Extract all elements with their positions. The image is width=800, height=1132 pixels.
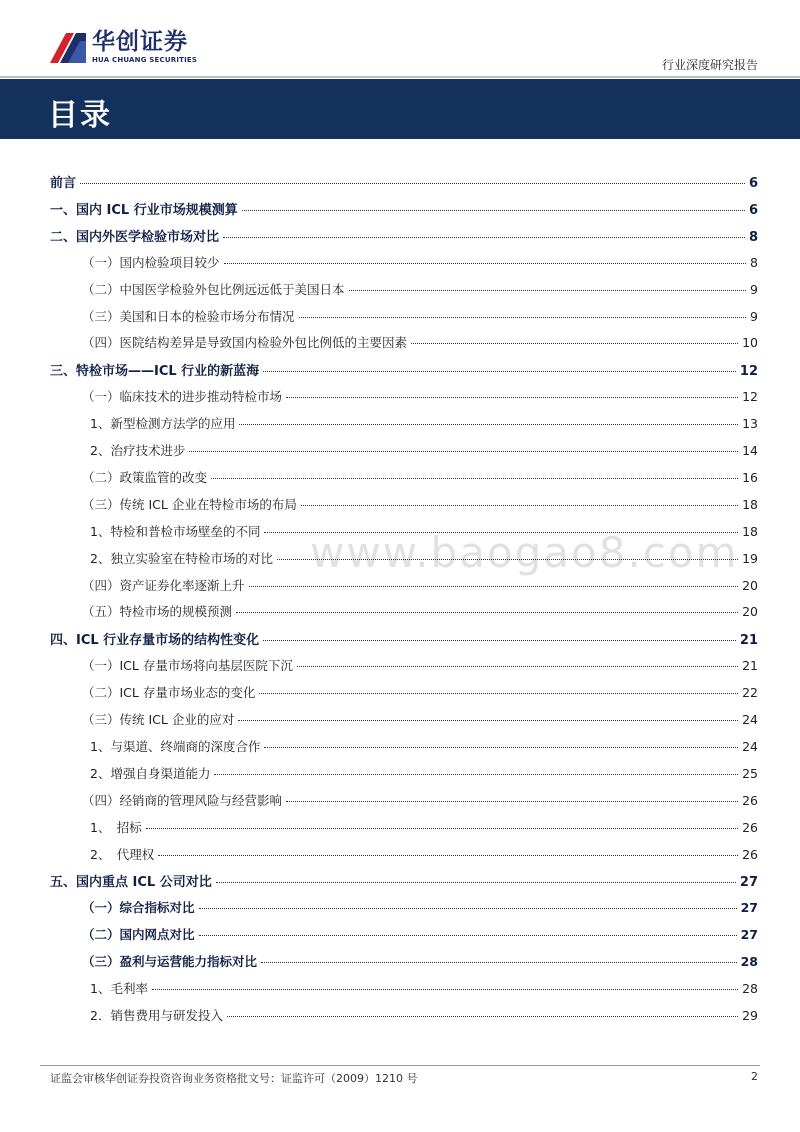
- toc-dot-leader: [297, 666, 738, 667]
- toc-dot-leader: [236, 612, 738, 613]
- logo-english-name: HUA CHUANG SECURITIES: [92, 56, 198, 64]
- toc-entry-page: 13: [742, 416, 758, 432]
- watermark: www.baogao8.com: [310, 528, 739, 577]
- company-logo: [50, 29, 200, 69]
- toc-entry-page: 25: [742, 765, 758, 781]
- toc-entry-title: （四）经销商的管理风险与经营影响: [82, 792, 283, 808]
- toc-dot-leader: [216, 882, 736, 883]
- toc-dot-leader: [299, 317, 747, 318]
- toc-entry-title: （一）临床技术的进步推动特检市场: [82, 389, 283, 405]
- toc-entry[interactable]: [82, 656, 758, 674]
- toc-entry-title: （一）ICL 存量市场将向基层医院下沉: [82, 658, 293, 674]
- toc-entry-title: 前言: [50, 176, 77, 191]
- toc-dot-leader: [238, 720, 738, 721]
- toc-entry[interactable]: [50, 226, 758, 245]
- toc-dot-leader: [263, 371, 736, 372]
- toc-entry-title: 1、与渠道、终端商的深度合作: [90, 738, 261, 754]
- toc-entry-page: 8: [748, 229, 758, 245]
- toc-dot-leader: [239, 424, 738, 425]
- toc-dot-leader: [227, 1016, 738, 1017]
- toc-entry-page: 22: [742, 685, 758, 701]
- toc-entry[interactable]: [50, 172, 758, 191]
- toc-entry[interactable]: [82, 576, 758, 594]
- toc-entry-title: （三）传统 ICL 企业的应对: [82, 712, 235, 727]
- toc-entry-page: 20: [742, 577, 758, 593]
- toc-entry[interactable]: [50, 871, 758, 890]
- toc-entry-title: 1、 招标: [90, 819, 142, 835]
- toc-dot-leader: [263, 640, 736, 641]
- toc-entry-page: 9: [750, 308, 758, 324]
- header-divider: [0, 76, 800, 78]
- toc-dot-leader: [264, 532, 738, 533]
- toc-entry-page: 14: [742, 443, 758, 458]
- toc-dot-leader: [223, 237, 745, 238]
- page-number: 2: [751, 1070, 758, 1083]
- toc-entry-title: 2、 代理权: [90, 846, 155, 862]
- toc-dot-leader: [411, 343, 738, 344]
- toc-entry[interactable]: [82, 253, 758, 271]
- toc-entry[interactable]: [90, 414, 758, 432]
- toc-entry-title: （三）盈利与运营能力指标对比: [82, 954, 258, 970]
- toc-entry[interactable]: [82, 602, 758, 620]
- title-banner: [0, 79, 800, 139]
- toc-entry-page: 20: [742, 604, 758, 620]
- toc-dot-leader: [214, 774, 738, 775]
- toc-entry-page: 27: [740, 927, 758, 943]
- toc-entry-title: （五）特检市场的规模预测: [82, 604, 233, 620]
- toc-entry-title: （一）综合指标对比: [82, 900, 195, 916]
- toc-entry-title: 一、国内 ICL 行业市场规模测算: [50, 202, 238, 218]
- toc-entry[interactable]: [82, 952, 758, 970]
- toc-entry-title: （三）美国和日本的检验市场分布情况: [82, 308, 295, 324]
- toc-entry[interactable]: [50, 360, 758, 379]
- toc-entry-page: 28: [740, 954, 758, 970]
- toc-entry[interactable]: [82, 683, 758, 701]
- toc-entry[interactable]: [90, 441, 758, 459]
- toc-entry-title: （四）医院结构差异是导致国内检验外包比例低的主要因素: [82, 335, 408, 351]
- toc-entry-page: 12: [739, 364, 758, 380]
- toc-dot-leader: [199, 908, 737, 909]
- toc-entry[interactable]: [90, 845, 758, 863]
- page-header: [0, 0, 800, 80]
- toc-entry[interactable]: [50, 629, 758, 648]
- toc-entry-page: 27: [740, 900, 758, 916]
- toc-entry[interactable]: [90, 737, 758, 755]
- toc-dot-leader: [259, 693, 738, 694]
- toc-entry[interactable]: [82, 307, 758, 325]
- toc-entry[interactable]: [82, 387, 758, 405]
- toc-entry[interactable]: [82, 468, 758, 486]
- toc-dot-leader: [261, 962, 737, 963]
- toc-entry-page: 26: [742, 819, 758, 835]
- toc-entry[interactable]: [82, 710, 758, 728]
- toc-entry-title: 二、国内外医学检验市场对比: [50, 229, 220, 245]
- toc-entry-title: （二）国内网点对比: [82, 927, 195, 943]
- toc-entry-page: 19: [742, 550, 758, 566]
- toc-entry-title: （二）政策监管的改变: [82, 469, 208, 485]
- logo-mark-icon: [50, 29, 86, 63]
- toc-entry[interactable]: [90, 979, 758, 997]
- toc-entry-page: 24: [742, 738, 758, 754]
- toc-dot-leader: [146, 828, 738, 829]
- toc-entry-page: 9: [750, 281, 758, 297]
- toc-dot-leader: [158, 855, 738, 856]
- toc-entry-page: 24: [742, 712, 758, 727]
- toc-entry-title: 2、治疗技术进步: [90, 443, 186, 458]
- toc-entry[interactable]: [82, 495, 758, 513]
- toc-entry-title: 2、增强自身渠道能力: [90, 765, 211, 781]
- toc-entry[interactable]: [82, 333, 758, 351]
- toc-entry-title: 五、国内重点 ICL 公司对比: [50, 875, 212, 891]
- toc-entry-page: 18: [742, 496, 758, 512]
- toc-entry-title: （二）中国医学检验外包比例远远低于美国日本: [82, 281, 345, 297]
- toc-entry-page: 8: [750, 254, 758, 270]
- toc-entry[interactable]: [82, 898, 758, 916]
- toc-entry-title: （四）资产证券化率逐渐上升: [82, 577, 245, 593]
- toc-entry[interactable]: [90, 818, 758, 836]
- toc-dot-leader: [349, 290, 747, 291]
- toc-entry-title: （一）国内检验项目较少: [82, 254, 220, 270]
- toc-entry-title: 2、独立实验室在特检市场的对比: [90, 550, 273, 566]
- footer-divider: [40, 1065, 760, 1066]
- toc-entry-title: 1、毛利率: [90, 981, 148, 996]
- toc-entry-title: 1、新型检测方法学的应用: [90, 416, 236, 432]
- toc-entry[interactable]: [82, 925, 758, 943]
- toc-entry[interactable]: [90, 1006, 758, 1024]
- toc-entry-title: 2．销售费用与研发投入: [90, 1007, 223, 1023]
- toc-dot-leader: [264, 747, 738, 748]
- toc-entry[interactable]: [50, 199, 758, 218]
- toc-entry-title: （二）ICL 存量市场业态的变化: [82, 685, 256, 701]
- footer-license: 证监会审核华创证券投资咨询业务资格批文号：证监许可（2009）1210 号: [50, 1072, 418, 1085]
- toc-dot-leader: [286, 801, 738, 802]
- toc-entry-page: 26: [742, 792, 758, 808]
- toc-entry[interactable]: [90, 522, 758, 540]
- toc-dot-leader: [224, 263, 747, 264]
- toc-dot-leader: [199, 935, 737, 936]
- toc-entry-page: 21: [742, 658, 758, 674]
- toc-entry-page: 29: [742, 1007, 758, 1023]
- toc-entry-page: 12: [742, 389, 758, 405]
- toc-entry-page: 26: [742, 846, 758, 862]
- toc-entry[interactable]: [82, 280, 758, 298]
- toc-dot-leader: [211, 478, 738, 479]
- toc-dot-leader: [189, 451, 738, 452]
- toc-dot-leader: [277, 559, 738, 560]
- toc-entry-page: 10: [742, 335, 758, 351]
- toc-dot-leader: [80, 183, 745, 184]
- toc-dot-leader: [242, 210, 745, 211]
- toc-entry-page: 6: [748, 176, 758, 191]
- toc-entry-title: 1、特检和普检市场壁垒的不同: [90, 523, 261, 539]
- page-title: 目录: [48, 98, 112, 133]
- toc-entry[interactable]: [82, 791, 758, 809]
- toc-entry-title: 四、ICL 行业存量市场的结构性变化: [50, 633, 260, 649]
- toc-entry-title: （三）传统 ICL 企业在特检市场的布局: [82, 496, 297, 512]
- toc-entry[interactable]: [90, 549, 758, 567]
- toc-dot-leader: [286, 397, 738, 398]
- toc-entry-page: 28: [742, 981, 758, 996]
- logo-chinese-name: 华创证券: [92, 29, 188, 55]
- toc-entry-page: 16: [742, 469, 758, 485]
- toc-entry-page: 18: [742, 523, 758, 539]
- toc-dot-leader: [249, 586, 739, 587]
- toc-entry[interactable]: [90, 764, 758, 782]
- toc-dot-leader: [301, 505, 738, 506]
- toc-entry-page: 6: [748, 202, 758, 218]
- toc-entry-page: 27: [739, 875, 758, 891]
- toc-entry-page: 21: [739, 633, 758, 649]
- toc-dot-leader: [152, 989, 738, 990]
- toc-entry-title: 三、特检市场——ICL 行业的新蓝海: [50, 364, 260, 380]
- report-type: 行业深度研究报告: [661, 58, 758, 72]
